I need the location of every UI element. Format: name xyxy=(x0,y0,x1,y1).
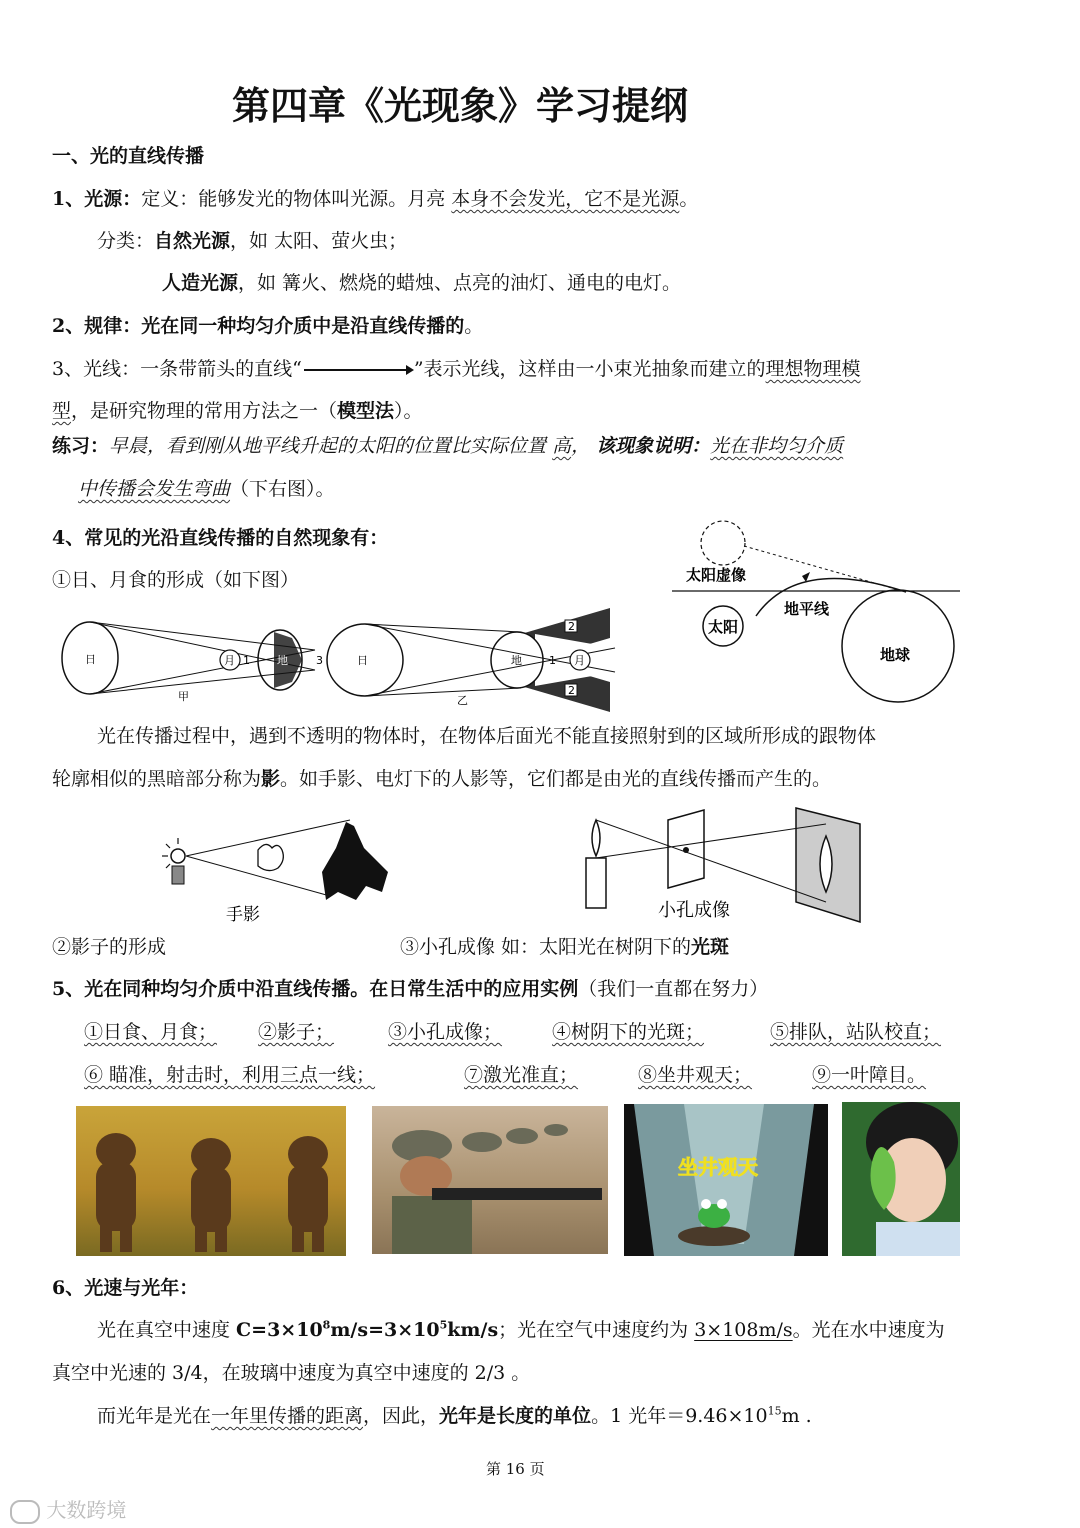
text: ，因此， xyxy=(363,1405,440,1427)
text: ；光在空气中速度约为 xyxy=(498,1319,695,1341)
section-heading: 一、光的直线传播 xyxy=(52,145,205,167)
punct: ）。 xyxy=(394,400,423,422)
speed-heading: 6、光速与光年： xyxy=(52,1277,199,1299)
light-source-line xyxy=(52,187,698,211)
text: 。1 光年＝9.46×10 xyxy=(591,1405,768,1427)
application-item: ②影子； xyxy=(258,1021,335,1043)
ray-text: ，是研究物理的常用方法之一（ xyxy=(71,400,338,422)
model-term: 理想物理模 xyxy=(765,358,861,380)
explain-label: 该现象说明： xyxy=(596,435,711,457)
sun-label: 日 xyxy=(357,654,368,667)
speed-line-1 xyxy=(97,1318,945,1342)
exercise-line-2 xyxy=(78,477,335,501)
sun-label: 太阳 xyxy=(708,618,739,636)
shadow-paragraph: 光在传播过程中，遇到不透明的物体时，在物体后面光不能直接照射到的区域所形成的跟物体 xyxy=(97,725,877,747)
lunar-eclipse-diagram xyxy=(325,604,625,714)
light-year-def: 一年里传播的距离 xyxy=(211,1405,364,1427)
applications-heading xyxy=(52,977,768,1001)
air-speed: 3×108m/s xyxy=(694,1319,793,1341)
well-caption: 坐井观天 xyxy=(678,1155,758,1179)
eclipse-label: ①日、月食的形成（如下图） xyxy=(52,569,300,591)
solar-eclipse-diagram xyxy=(60,610,330,706)
examples: ，如 太阳、萤火虫； xyxy=(230,230,408,252)
hand-shadow-caption: 手影 xyxy=(226,905,260,925)
atmospheric-refraction-diagram xyxy=(668,516,968,706)
punct: 。 xyxy=(679,188,699,210)
model-method: 模型法 xyxy=(337,400,395,422)
earth-label: 地球 xyxy=(880,646,911,664)
item-number: 2、规律： xyxy=(52,315,142,337)
moon-label: 月 xyxy=(574,654,585,667)
page-title: 第四章《光现象》学习提纲 xyxy=(232,84,689,128)
exponent: 8 xyxy=(322,1318,331,1332)
application-item: ⑧坐井观天； xyxy=(638,1064,753,1086)
phenomena-heading: 4、常见的光沿直线传播的自然现象有： xyxy=(52,527,389,549)
exercise-answer: 高 xyxy=(552,435,572,457)
ray-line-2 xyxy=(52,399,423,423)
ray-line xyxy=(52,357,861,381)
rule-text: 光在同一种均匀介质中是沿直线传播的 xyxy=(141,315,465,337)
applications-row-2b xyxy=(464,1063,578,1087)
text: 而光年是光在 xyxy=(97,1405,212,1427)
application-item: ⑦激光准直； xyxy=(464,1064,579,1086)
model-term: 型 xyxy=(52,400,72,422)
text: 轮廓相似的黑暗部分称为 xyxy=(52,768,262,790)
speed-line-2: 真空中光速的 3/4，在玻璃中速度为真空中速度的 2/3 。 xyxy=(52,1362,531,1384)
note: （下右图）。 xyxy=(230,478,335,500)
punct: 。 xyxy=(464,315,484,337)
application-item: ③小孔成像； xyxy=(388,1021,503,1043)
natural-source: 自然光源 xyxy=(154,230,231,252)
shadow-paragraph-2 xyxy=(52,767,831,791)
application-item: ④树阴下的光斑； xyxy=(552,1021,705,1043)
arrow-icon xyxy=(302,363,414,377)
fill-answer: 本身不会发光，它不是光源 xyxy=(451,188,680,210)
text: 。光在水中速度为 xyxy=(792,1319,945,1341)
ray-text: 3、光线：一条带箭头的直线“ xyxy=(52,358,302,380)
applications-row-1c xyxy=(388,1020,502,1044)
region-2-label: 2 xyxy=(568,620,575,633)
sun-label: 日 xyxy=(85,653,96,666)
definition: 定义：能够发光的物体叫光源。月亮 xyxy=(141,188,446,210)
diagram-caption: 甲 xyxy=(178,690,189,703)
pinhole-label xyxy=(400,935,729,959)
speed-value: m/s=3×10 xyxy=(330,1319,440,1341)
light-year-line xyxy=(97,1404,812,1428)
watermark-logo-icon xyxy=(10,1500,40,1524)
moon-label: 月 xyxy=(224,654,235,667)
watermark-text: 大数跨境 xyxy=(46,1498,127,1522)
pinhole-camera-diagram xyxy=(578,806,868,928)
bears-photo xyxy=(76,1106,346,1256)
text: 光在真空中速度 xyxy=(97,1319,237,1341)
page-number: 第 16 页 xyxy=(486,1460,545,1478)
light-spot-term: 光斑 xyxy=(691,936,730,958)
pinhole-caption: 小孔成像 xyxy=(658,900,730,921)
horizon-label: 地平线 xyxy=(784,600,830,618)
rule-line xyxy=(52,314,483,338)
applications-row-2c xyxy=(638,1063,752,1087)
applications-row-1d xyxy=(552,1020,704,1044)
exercise-question: 早晨，看到刚从地平线升起的太阳的位置比实际位置 xyxy=(109,435,547,457)
virtual-image-label: 太阳虚像 xyxy=(686,566,747,584)
exponent: 5 xyxy=(439,1318,448,1332)
region-2-label: 2 xyxy=(568,684,575,697)
applications-row-2a xyxy=(84,1063,375,1087)
classification-line xyxy=(97,229,407,253)
artificial-line xyxy=(162,271,681,295)
ray-text: ”表示光线，这样由一小束光抽象而建立的 xyxy=(413,358,766,380)
application-item: ⑤排队，站队校直； xyxy=(770,1021,942,1043)
application-item: ①日食、月食； xyxy=(84,1021,218,1043)
examples: ，如 篝火、燃烧的蜡烛、点亮的油灯、通电的电灯。 xyxy=(238,272,682,294)
application-item: ⑨一叶障目。 xyxy=(812,1064,927,1086)
hand-shadow-diagram xyxy=(150,808,400,928)
earth-label: 地 xyxy=(277,654,288,667)
exercise-line xyxy=(52,434,843,458)
soldiers-aiming-photo xyxy=(372,1106,608,1254)
applications-row-2d xyxy=(812,1063,926,1087)
exponent: 15 xyxy=(767,1404,782,1418)
speed-value: C=3×10 xyxy=(236,1319,323,1341)
earth-label: 地 xyxy=(511,654,522,667)
speed-unit: km/s xyxy=(447,1319,499,1341)
leaf-over-eye-photo xyxy=(842,1102,960,1256)
item-number: 1、光源： xyxy=(52,188,142,210)
note: （我们一直都在努力） xyxy=(578,978,769,1000)
heading-text: 5、光在同种均匀介质中沿直线传播。在日常生活中的应用实例 xyxy=(52,978,579,1000)
text: m . xyxy=(781,1405,812,1427)
explain-answer: 光在非均匀介质 xyxy=(710,435,844,457)
region-1-label: 1 xyxy=(243,654,250,667)
text: ③小孔成像 如：太阳光在树阴下的 xyxy=(400,936,692,958)
text: 。如手影、电灯下的人影等，它们都是由光的直线传播而产生的。 xyxy=(280,768,832,790)
diagram-caption: 乙 xyxy=(457,694,468,707)
applications-row-1 xyxy=(84,1020,217,1044)
applications-row-1b xyxy=(258,1020,334,1044)
explain-answer: 中传播会发生弯曲 xyxy=(78,478,231,500)
application-item: ⑥ 瞄准，射击时，利用三点一线； xyxy=(84,1064,376,1086)
region-1-label: 1 xyxy=(549,654,556,667)
region-3-label: 3 xyxy=(316,654,323,667)
shadow-term: 影 xyxy=(261,768,281,790)
punct: ， xyxy=(571,435,591,457)
artificial-source: 人造光源 xyxy=(162,272,239,294)
label: 分类： xyxy=(97,230,155,252)
exercise-label: 练习： xyxy=(52,435,110,457)
shadow-formation-label: ②影子的形成 xyxy=(52,936,167,958)
applications-row-1e xyxy=(770,1020,941,1044)
watermark xyxy=(10,1494,126,1524)
frog-in-well-image xyxy=(624,1104,828,1256)
light-year-unit: 光年是长度的单位 xyxy=(439,1405,592,1427)
